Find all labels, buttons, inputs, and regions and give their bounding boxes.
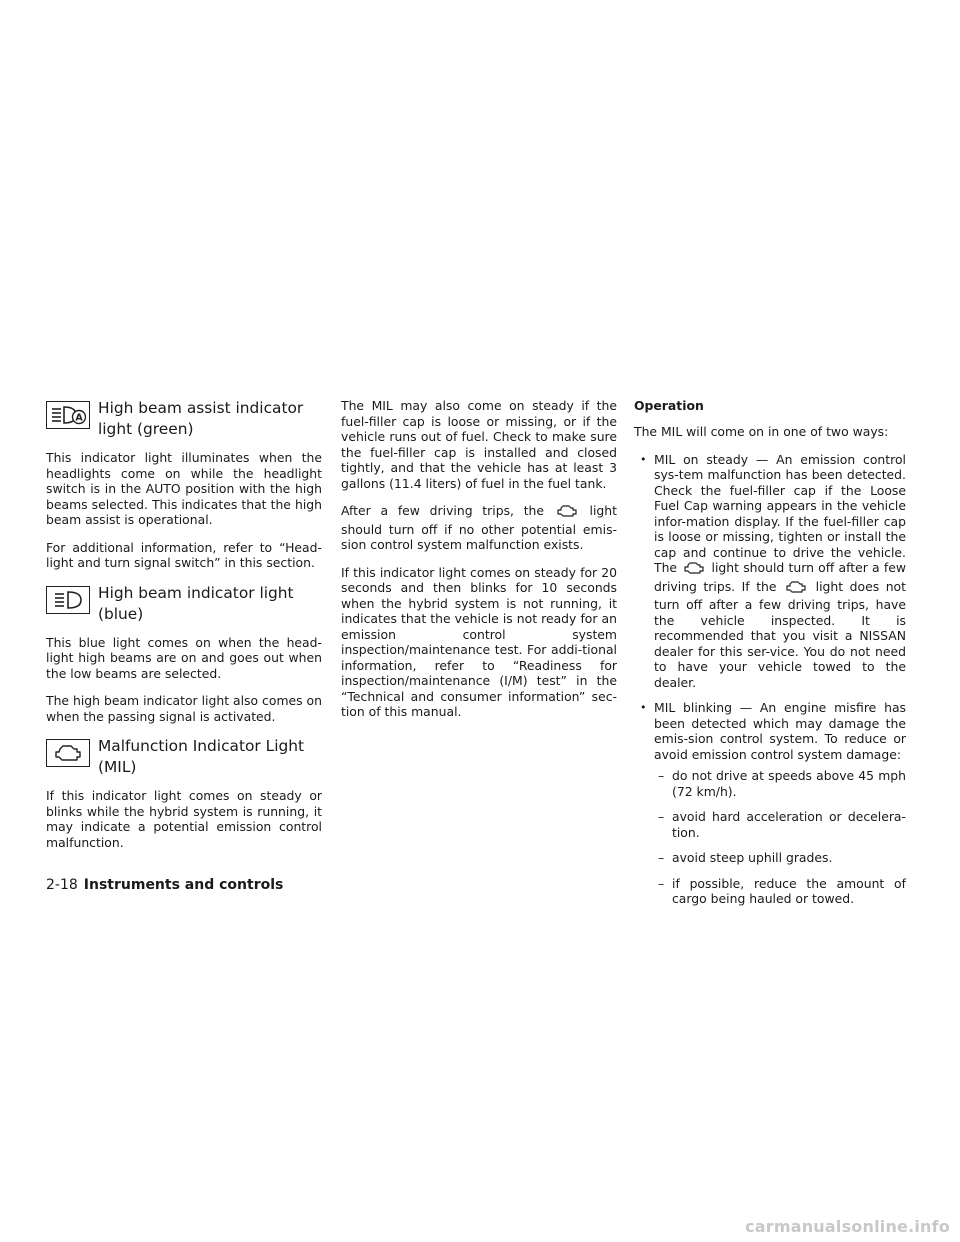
bullet-list (634, 452, 906, 907)
engine-check-icon (46, 739, 90, 767)
section-heading-mil (46, 736, 322, 778)
operation-heading: Operation (634, 398, 704, 413)
list-item: • MIL on steady — An emission control sys-tem malfunction has been detected. Check the fuel-filler cap if the Loose Fuel Cap warning appears in the vehicle infor-mation display. If the fuel-filler cap is loose or missing, tighten or install the cap and continue to drive the vehicle. The light should turn off after a few driving trips. If the light does not turn off after a few driving trips, have the vehicle inspected. It is recommended that you visit a NISSAN dealer for this ser-vice. You do not need to have your vehicle towed to the dealer. (634, 452, 906, 691)
engine-check-icon (683, 561, 705, 579)
paragraph: The MIL will come on in one of two ways: (634, 424, 889, 439)
paragraph: If this indicator light comes on steady for 20 seconds and then blinks for 10 seconds when the hybrid system is not running, it indicates that the vehicle is not ready for an emission control system inspection/maintenance test. For addi-tional information, refer to “Readiness for inspection/maintenance (I/M) test” in the “Technical and consumer information” sec-tion of this manual. (341, 564, 617, 719)
list-item: – avoid steep uphill grades. (634, 850, 906, 866)
list-item: – avoid hard acceleration or decelera-tion. (634, 809, 906, 840)
column-middle (341, 398, 617, 732)
engine-check-icon (785, 580, 807, 598)
paragraph: The MIL may also come on steady if the fuel-filler cap is loose or missing, or if the vehicle runs out of fuel. Check to make sure the fuel-filler cap is installed and closed tightly, and that the vehicle has at least 3 gallons (11.4 liters) of fuel in the fuel tank. (341, 398, 617, 491)
section-title: High beam indicator light (blue) (98, 583, 294, 623)
column-left (46, 398, 322, 862)
paragraph: This indicator light illuminates when the headlights come on while the headlight switch is in the AUTO position with the high beams selected. This indicates that the high beam assist is operational. (46, 450, 322, 527)
list-item: – do not drive at speeds above 45 mph (72 km/h). (634, 768, 906, 799)
section-title: Malfunction Indicator Light (MIL) (98, 737, 305, 776)
paragraph: If this indicator light comes on steady or blinks while the hybrid system is running, it may indicate a potential emission control malfunction. (46, 788, 322, 850)
page-number: 2-18 (46, 877, 78, 893)
section-heading-high-beam-assist (46, 398, 322, 440)
section-title: High beam assist indicator light (green) (98, 399, 304, 438)
paragraph: For additional information, refer to “Head-light and turn signal switch” in this section. (46, 539, 322, 570)
paragraph: The high beam indicator light also comes on when the passing signal is activated. (46, 693, 322, 724)
high-beam-icon (46, 586, 90, 614)
chapter-title: Instruments and controls (83, 877, 284, 893)
column-right (634, 398, 906, 917)
page-footer (46, 876, 283, 894)
engine-check-icon (556, 504, 578, 522)
paragraph: This blue light comes on when the head-light high beams are on and goes out when the low beams are selected. (46, 634, 322, 681)
list-item: – if possible, reduce the amount of cargo being hauled or towed. (634, 876, 906, 907)
paragraph: After a few driving trips, the light should turn off if no other potential emis-sion control system malfunction exists. (341, 503, 617, 552)
list-item: • MIL blinking — An engine misfire has been detected which may damage the emis-sion control system. To reduce or avoid emission control system damage: – do not drive at speeds above 45 mph (72 km/h). – avoid hard acceleration or decelera-tion. – avoid steep uphill grades. – if possible, reduce the amount of cargo being hauled or towed. (634, 700, 906, 907)
watermark: carmanualsonline.info (745, 1217, 950, 1236)
section-heading-high-beam (46, 583, 322, 625)
svg-text:A: A (75, 412, 83, 424)
dash-list (634, 768, 906, 907)
high-beam-assist-icon (46, 401, 90, 429)
